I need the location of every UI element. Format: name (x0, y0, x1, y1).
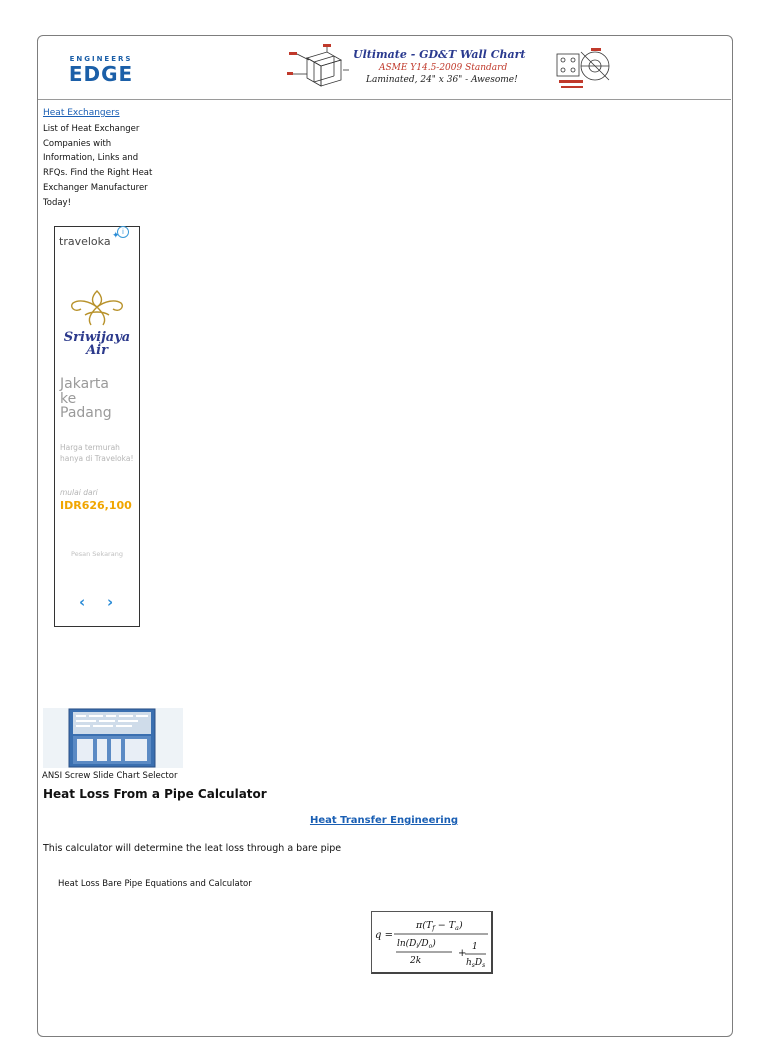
screw-slide-chart-image[interactable] (43, 708, 183, 768)
eq-one: 1 (472, 942, 478, 952)
promo-text: Harga termurah hanya di Traveloka! (60, 443, 134, 463)
heat-exchangers-description: List of Heat Exchanger Companies with Information, Links and RFQs. Find the Right Heat Exchanger Manufacturer Today! (43, 124, 153, 208)
eq-plus: + (458, 948, 467, 959)
eq-sub-s2: s (482, 962, 486, 969)
route-text (60, 377, 112, 421)
gdt-part-drawing-icon (287, 44, 349, 92)
banner-standard: ASME Y14.5-2009 Standard (379, 63, 508, 73)
screw-chart-caption[interactable]: ANSI Screw Slide Chart Selector (42, 771, 178, 781)
logo-main-text: EDGE (68, 62, 134, 86)
airline-name-line1: Sriwijaya (63, 330, 131, 345)
eq-sub-s: s (471, 962, 475, 969)
gdt-gauge-drawing-icon (551, 46, 613, 92)
header-divider (38, 99, 731, 100)
sriwijaya-ornament-icon (65, 287, 129, 329)
eq-slash: /D (418, 939, 429, 949)
eq-num-pi: π(T (416, 920, 433, 931)
equations-subheading: Heat Loss Bare Pipe Equations and Calculator (58, 879, 252, 889)
price-from-label: mulai dari (60, 488, 98, 497)
next-arrow-icon[interactable]: › (107, 593, 114, 611)
heat-loss-equation (371, 911, 493, 974)
prev-arrow-icon[interactable]: ‹ (79, 593, 86, 611)
slide-chart-graphic (43, 708, 183, 768)
eq-num-close: ) (458, 920, 463, 931)
logo-top-text: ENGINEERS (69, 55, 133, 63)
route-origin: Jakarta (60, 376, 109, 392)
eq-ln: ln(D (397, 939, 417, 949)
traveloka-ad[interactable] (54, 226, 140, 627)
eq-sub-f: f (432, 924, 435, 932)
adchoices-icon[interactable]: i (117, 226, 129, 238)
svg-text:ln(Di/Do) (397, 938, 436, 950)
page-title: Heat Loss From a Pipe Calculator (43, 787, 267, 801)
eq-sub-i: i (416, 943, 419, 950)
eq-lhs: q = (375, 930, 393, 941)
eq-d: D (474, 958, 483, 968)
banner-title: Ultimate - GD&T Wall Chart (353, 48, 526, 61)
airline-name-line2: Air (86, 343, 108, 358)
gdt-wall-chart-banner[interactable] (283, 44, 620, 92)
equation-graphic (372, 912, 491, 972)
heat-transfer-engineering-link[interactable]: Heat Transfer Engineering (309, 815, 459, 826)
intro-text: This calculator will determine the leat loss through a bare pipe (43, 843, 342, 854)
airline-name (55, 331, 139, 357)
svg-text:π(Tf − Ta) (415, 920, 463, 932)
engineers-edge-logo[interactable] (56, 55, 146, 85)
eq-num-minus: − T (434, 920, 456, 931)
traveloka-logo: traveloka (59, 235, 111, 248)
eq-ln-close: ) (432, 939, 436, 949)
banner-tagline: Laminated, 24" x 36" - Awesome! (366, 75, 518, 85)
route-destination: Padang (60, 405, 112, 421)
book-now-button[interactable]: Pesan Sekarang (71, 550, 123, 558)
route-connector: ke (60, 390, 77, 407)
price-value: IDR626,100 (60, 499, 132, 512)
svg-text:hsDs (466, 958, 485, 969)
traveloka-bird-icon: ✦ (112, 231, 120, 241)
eq-2k: 2k (410, 956, 422, 966)
eq-sub-a: a (455, 924, 459, 932)
eq-sub-o: o (428, 943, 433, 950)
heat-exchangers-link[interactable]: Heat Exchangers (43, 108, 120, 118)
eq-h: h (466, 958, 472, 968)
